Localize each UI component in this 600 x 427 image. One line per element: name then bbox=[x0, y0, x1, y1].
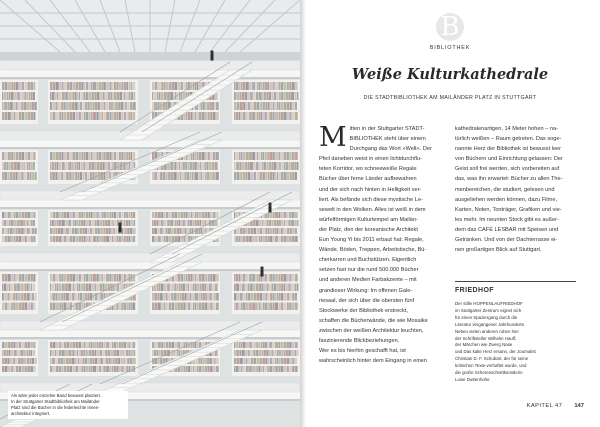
paragraph-line: Wer es bis hierhin geschafft hat, ist bbox=[319, 348, 406, 355]
paragraph-line: nannte Herz der Bibliothek ist bewusst leer bbox=[455, 146, 562, 153]
paragraph-line: liert. Als befände sich diese mystische Le- bbox=[319, 196, 423, 203]
paragraph-line: Stockwerke der Bibliothek erstreckt, bbox=[319, 307, 408, 314]
sidebar-line: im Stuttgarter Zentrum eignet sich bbox=[455, 307, 522, 313]
paragraph-line: schaffen die Bücherwände, die wie Mosaike bbox=[319, 317, 428, 324]
paragraph-line: cherkarren und Buchstützen. Eigentlich bbox=[319, 257, 417, 264]
sidebar-box-text bbox=[455, 301, 576, 384]
sidebar-box-rule bbox=[455, 281, 576, 282]
photo-caption bbox=[8, 391, 128, 419]
paragraph-line: Pfeil daneben weist in einen lichtdurchflu- bbox=[319, 156, 422, 163]
caption-line: In der Stuttgarter Stadtbibliothek am Mailänder bbox=[11, 399, 100, 404]
paragraph-line: menbereichen, die studiert, gelesen und bbox=[455, 186, 555, 193]
sidebar-line: der Märchen wie Zwerg Nase bbox=[455, 342, 513, 348]
gallery-floor bbox=[0, 262, 300, 269]
sidebar-line: die große Scherenschnittkünstlerin bbox=[455, 370, 523, 376]
sidebar-line: Literatur vergangener Jahrhunderte. bbox=[455, 321, 526, 327]
caption-line: Platz sind die Bücher in die federleichte Innen- bbox=[11, 405, 100, 410]
paragraph-line: dem das CAFÉ LESBAR mit Speisen und bbox=[455, 226, 559, 233]
caption-line: Als wäre jeder einzelne Band bewusst platziert. bbox=[11, 393, 102, 398]
paragraph-line: Geist soll frei werden, sich vorbereiten auf bbox=[455, 166, 560, 173]
section-logo-letter: B bbox=[440, 12, 460, 42]
sidebar-line: Christian D. F. Schubart, der für seine bbox=[455, 356, 529, 362]
paragraph-line: das, was ihn erwartet: Bücher zu allen The- bbox=[455, 176, 563, 183]
paragraph-line: Bücher über ferne Länder aufbewahren bbox=[319, 176, 417, 183]
sidebar-line: Luise Duttenhofer. bbox=[455, 376, 491, 382]
drop-cap: M bbox=[319, 122, 347, 153]
paragraph-line: würfelförmigen Kulturtempel am Mailän- bbox=[319, 216, 418, 223]
paragraph-line: sewelt in den Wolken. Alles ist weiß in dem bbox=[319, 206, 426, 213]
paragraph-line: kathedralenartigen, 14 Meter hohen – na- bbox=[455, 126, 558, 132]
article-column-right bbox=[455, 124, 576, 255]
paragraph-line: der Platz, den der koreanische Architekt bbox=[319, 226, 418, 233]
column-text bbox=[455, 124, 576, 255]
paragraph-line: ausgeliehen werden können, dazu Filme, bbox=[455, 196, 557, 203]
person-figure bbox=[260, 266, 263, 269]
paragraph-line: les mehr. Im neunten Stock gibt es außer- bbox=[455, 216, 559, 223]
paragraph-line: riesaal, der sich über die obersten fünf bbox=[319, 297, 415, 304]
caption-line: architektur integriert. bbox=[11, 411, 51, 416]
paragraph-line: itten in der Stuttgarter STADT- bbox=[349, 126, 425, 132]
paragraph-line: Durchgang das Wort »Welt«. Der bbox=[349, 146, 432, 153]
gallery-floor bbox=[0, 70, 300, 77]
article-column-left bbox=[319, 124, 440, 366]
paragraph-line: Karten, Noten, Tonträger, Grafiken und vie- bbox=[455, 206, 562, 213]
person-figure bbox=[210, 50, 213, 53]
paragraph-line: türlich weißen – Raum getreten. Das soge- bbox=[455, 136, 562, 143]
paragraph-line: wahrscheinlich hinter dem Eingang in einen bbox=[319, 358, 427, 365]
sidebar-line: für einen Spaziergang durch die bbox=[455, 314, 518, 320]
paragraph-line: nen großartigen Blick auf Stuttgart. bbox=[455, 247, 542, 254]
gallery-floor bbox=[0, 140, 300, 147]
paragraph-line: Eun Young Yi bis 2011 erbaut hat: Regale, bbox=[319, 237, 424, 244]
section-label: BIBLIOTHEK bbox=[429, 45, 471, 51]
paragraph-line: zwischen der weißen Architektur leuchten, bbox=[319, 327, 424, 334]
paragraph-line: Wände, Böden, Treppen, Arbeitstische, Bü- bbox=[319, 247, 427, 254]
sidebar-line: Der stille HOPPENLAUFRIEDHOF bbox=[455, 301, 523, 306]
page-footer bbox=[527, 403, 584, 409]
paragraph-line: und anderen Medien Farbakzente – mit bbox=[319, 277, 417, 284]
paragraph-line: setzen fast nur die rund 500.000 Bücher bbox=[319, 267, 419, 274]
paragraph-line: Getränken. Und von der Dachterrasse ei- bbox=[455, 237, 558, 244]
person-figure bbox=[118, 222, 121, 225]
page-number: 147 bbox=[574, 403, 584, 409]
sidebar-box-title: FRIEDHOF bbox=[455, 287, 494, 294]
chapter-label: KAPITEL 47 bbox=[526, 403, 563, 409]
paragraph-line: grandioser Wirkung: Im offenen Gale- bbox=[319, 287, 413, 294]
paragraph-line: BIBLIOTHEK steht über einem bbox=[349, 136, 426, 143]
gallery-floor bbox=[0, 200, 300, 207]
sidebar-line: Neben vielen anderen ruhen hier bbox=[455, 328, 519, 334]
sidebar-line: der Schriftsteller Wilhelm Hauff, bbox=[455, 335, 517, 341]
article-subtitle: DIE STADTBIBLIOTHEK AM MAILÄNDER PLATZ IN STUTTGART bbox=[363, 95, 537, 101]
paragraph-line: faszinierende Blickbeziehungen. bbox=[319, 337, 400, 344]
page-gutter-shadow bbox=[300, 0, 306, 427]
sidebar-line: und Das kalte Herz ersann, der Journalist bbox=[455, 349, 536, 355]
person-figure bbox=[268, 202, 271, 205]
article-title: Weiße Kulturkathedrale bbox=[351, 66, 549, 83]
column-text bbox=[319, 124, 440, 366]
paragraph-line: und der sich nach hinten in Helligkeit ver- bbox=[319, 186, 422, 193]
paragraph-line: teten Korridor, wo schneeweiße Regale bbox=[319, 166, 417, 173]
sidebar-line: kritischen Texte verhaftet wurde, und bbox=[455, 363, 527, 369]
paragraph-line: von Büchern und Einrichtung gelassen: Der bbox=[455, 156, 563, 163]
